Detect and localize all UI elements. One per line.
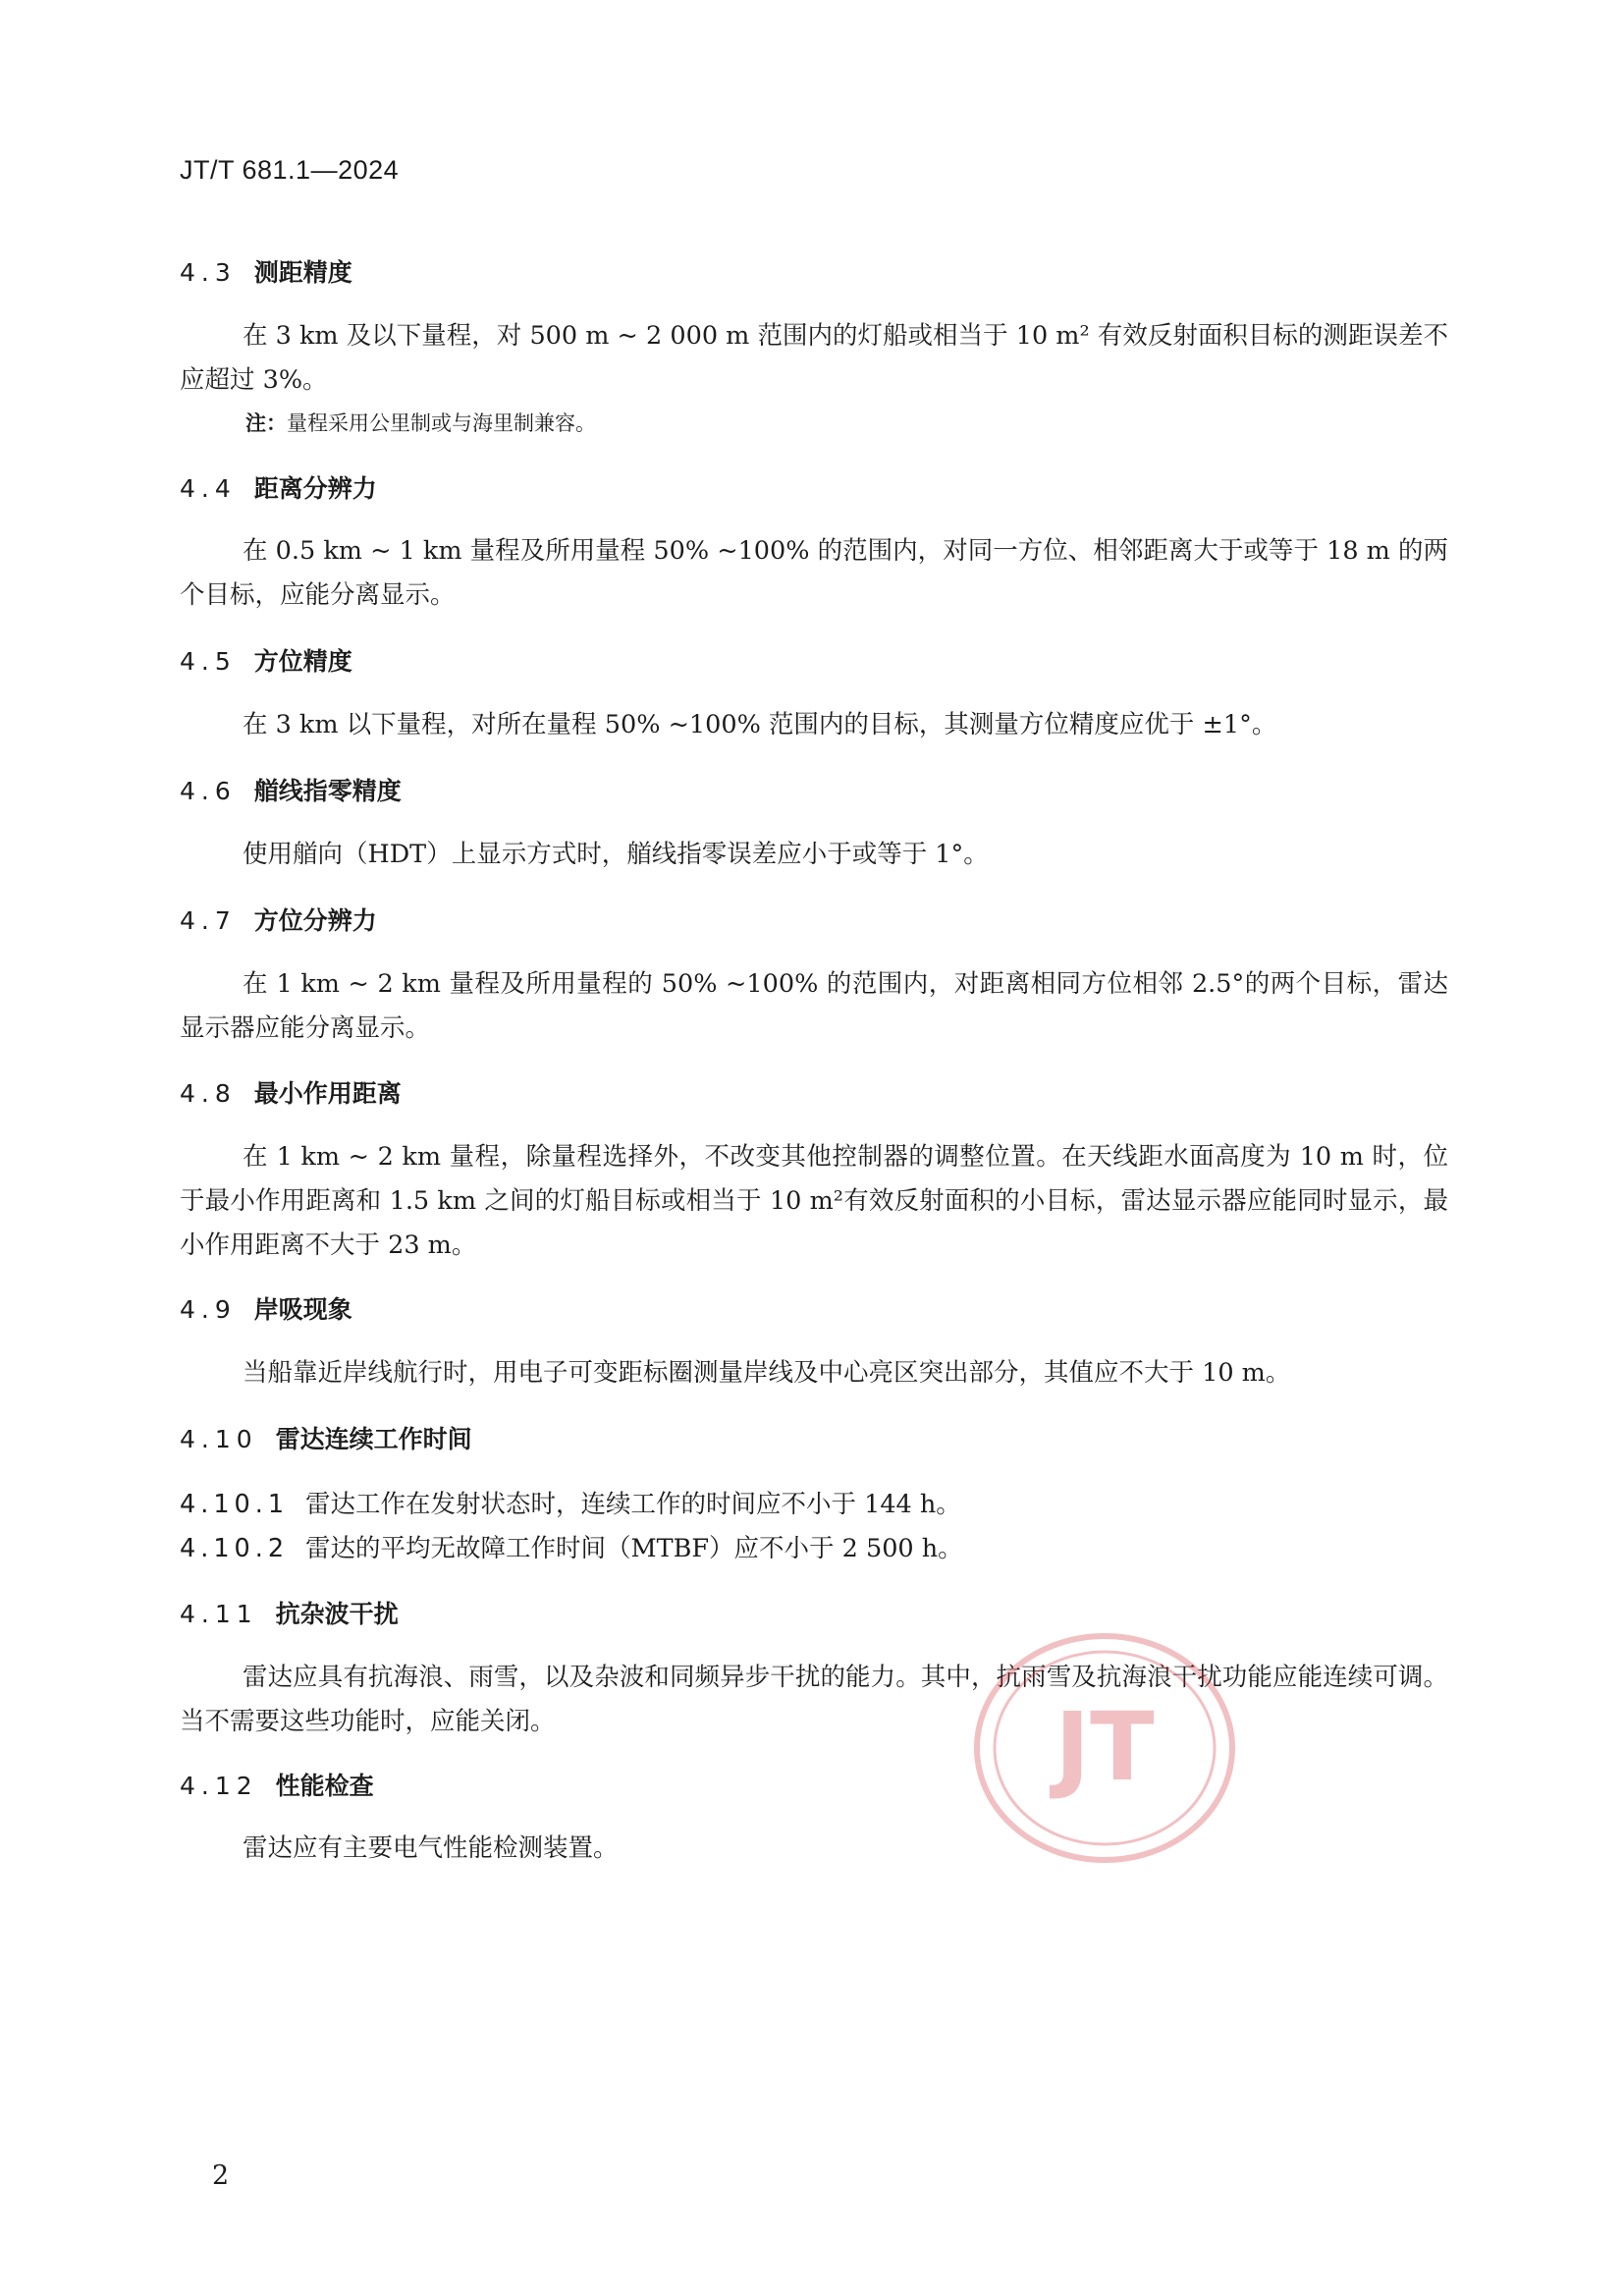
section-4-6-body: 使用艏向（HDT）上显示方式时，艏线指零误差应小于或等于 1°。: [243, 840, 989, 869]
section-title: 抗杂波干扰: [275, 1600, 399, 1628]
section-4-11-body: 雷达应具有抗海浪、雨雪，以及杂波和同频异步干扰的能力。其中，抗雨雪及抗海浪干扰功能应能连续可调。当不需要这些功能时，应能关闭。: [180, 1663, 1448, 1736]
section-title: 岸吸现象: [253, 1295, 352, 1324]
section-4-5-body: 在 3 km 以下量程，对所在量程 50% ~100% 范围内的目标，其测量方位精度应优于 ±1°。: [243, 710, 1277, 739]
section-4-4-heading: [180, 469, 377, 505]
clause-text: 雷达工作在发射状态时，连续工作的时间应不小于 144 h。: [305, 1490, 961, 1519]
section-4-3-body: 在 3 km 及以下量程，对 500 m ~ 2 000 m 范围内的灯船或相当于 10 m² 有效反射面积目标的测距误差不应超过 3%。: [180, 321, 1448, 395]
section-title: 测距精度: [253, 258, 352, 287]
section-title: 方位精度: [253, 647, 352, 676]
section-title: 方位分辨力: [253, 906, 377, 935]
note-label: 注：: [245, 411, 287, 435]
section-number: 4.6: [180, 777, 237, 805]
document-id: JT/T 681.1—2024: [180, 155, 400, 185]
section-4-9-body: 当船靠近岸线航行时，用电子可变距标圈测量岸线及中心亮区突出部分，其值应不大于 10 m。: [243, 1358, 1291, 1388]
section-4-12-heading: [180, 1767, 374, 1802]
section-4-4-body: 在 0.5 km ~ 1 km 量程及所用量程 50% ~100% 的范围内，对同一方位、相邻距离大于或等于 18 m 的两个目标，应能分离显示。: [180, 536, 1448, 610]
section-number: 4.8: [180, 1079, 237, 1108]
section-title: 最小作用距离: [253, 1079, 402, 1108]
section-title: 距离分辨力: [253, 474, 377, 503]
section-4-7-body: 在 1 km ~ 2 km 量程及所用量程的 50% ~100% 的范围内，对距离相同方位相邻 2.5°的两个目标，雷达显示器应能分离显示。: [180, 969, 1448, 1043]
section-title: 雷达连续工作时间: [275, 1425, 472, 1453]
seal-lettering: JT: [1055, 1692, 1155, 1802]
section-title: 性能检查: [275, 1772, 374, 1800]
section-4-5-heading: [180, 642, 352, 678]
section-4-8-heading: [180, 1074, 402, 1110]
section-4-3-note: [245, 408, 596, 437]
section-4-3-heading: [180, 253, 352, 289]
clause-4-10-1: [180, 1485, 961, 1520]
section-4-6-heading: [180, 772, 402, 807]
section-number: 4.11: [180, 1600, 258, 1628]
section-4-8-body: 在 1 km ~ 2 km 量程，除量程选择外，不改变其他控制器的调整位置。在天线距水面高度为 10 m 时，位于最小作用距离和 1.5 km 之间的灯船目标或相当于 10 m²有效反射面积的小目标，雷达显示器应能同时显示，最小作用距离不大于 23 m。: [180, 1142, 1448, 1260]
page-number: 2: [212, 2160, 230, 2191]
section-4-10-heading: [180, 1420, 472, 1455]
section-number: 4.7: [180, 906, 237, 935]
section-number: 4.5: [180, 647, 237, 676]
section-4-7-heading: [180, 902, 377, 937]
clause-number: 4.10.2: [180, 1534, 290, 1563]
section-number: 4.9: [180, 1295, 237, 1324]
section-4-12-body: 雷达应有主要电气性能检测装置。: [243, 1833, 619, 1863]
clause-text: 雷达的平均无故障工作时间（MTBF）应不小于 2 500 h。: [305, 1534, 963, 1563]
section-number: 4.10: [180, 1425, 258, 1453]
clause-number: 4.10.1: [180, 1490, 290, 1519]
jt-seal-watermark: [972, 1630, 1237, 1866]
note-text: 量程采用公里制或与海里制兼容。: [287, 411, 596, 435]
section-title: 艏线指零精度: [253, 777, 402, 805]
clause-4-10-2: [180, 1529, 963, 1564]
section-4-11-heading: [180, 1595, 399, 1630]
section-number: 4.12: [180, 1772, 258, 1800]
section-4-9-heading: [180, 1290, 352, 1326]
section-number: 4.3: [180, 258, 237, 287]
section-number: 4.4: [180, 474, 237, 503]
